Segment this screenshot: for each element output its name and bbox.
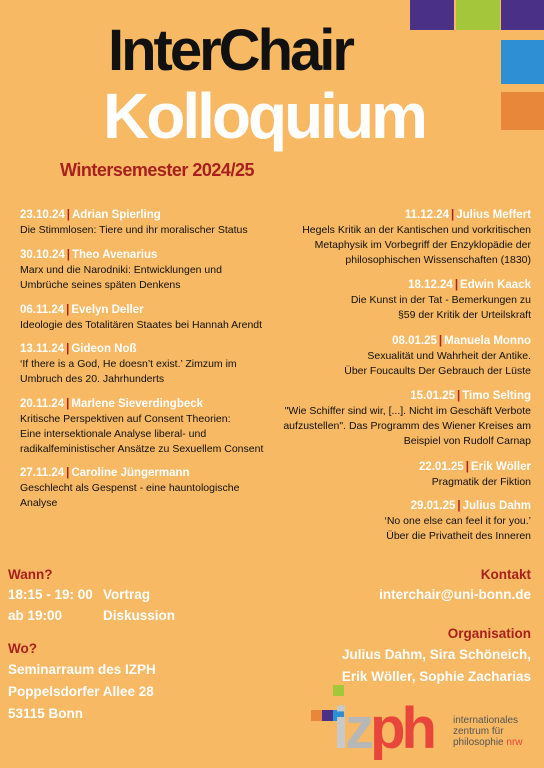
logo-purple-square	[322, 710, 333, 721]
green-square	[456, 0, 500, 30]
event-date: 11.12.24	[404, 209, 450, 221]
label-talk: Vortrag	[103, 587, 151, 602]
event-topic: Sexualität und Wahrheit der Antike.	[367, 350, 531, 362]
event-date: 22.01.25	[418, 461, 464, 473]
time-discussion: ab 19:00	[8, 608, 63, 623]
event-item: 06.11.24 | Evelyn Deller Ideologie des Totalitären Staates bei Hannah Arendt	[20, 303, 290, 333]
event-item: 30.10.24 | Theo Avenarius Marx und die Narodniki: Entwicklungen und Umbrüche seines späten Denkens	[20, 248, 290, 293]
event-topic: Die Kunst in der Tat - Bemerkungen zu	[350, 294, 531, 306]
event-item: 18.12.24 | Edwin Kaack Die Kunst in der Tat - Bemerkungen zu §59 der Kritik der Urteilskraft	[231, 278, 531, 323]
event-topic: ‘No one else can feel it for you.’	[384, 515, 531, 527]
event-topic: Marx und die Narodniki: Entwicklungen und	[20, 264, 222, 276]
event-date: 27.11.24	[20, 467, 65, 479]
event-topic: philosophischen Wissenschaften (1830)	[345, 254, 531, 266]
event-speaker: Gideon Noß	[71, 343, 137, 355]
event-speaker: Theo Avenarius	[71, 249, 158, 261]
contact-heading: Kontakt	[480, 567, 531, 582]
event-speaker: Adrian Spierling	[71, 209, 161, 221]
event-topic: §59 der Kritik der Urteilskraft	[397, 309, 531, 321]
event-topic: Eine intersektionale Analyse liberal- und	[20, 428, 207, 440]
organisation-heading: Organisation	[447, 626, 531, 641]
event-speaker: Erik Wöller	[470, 461, 531, 473]
event-speaker: Caroline Jüngermann	[71, 467, 190, 479]
event-topic: Hegels Kritik an der Kantischen und vorkritischen	[302, 224, 531, 236]
event-topic: Pragmatik der Fiktion	[431, 476, 531, 488]
event-topic: Umbruch des 20. Jahrhunderts	[20, 373, 165, 385]
event-topic: Metaphysik im Vorbegriff der Enzyklopädie der	[314, 239, 531, 251]
event-date: 18.12.24	[408, 279, 453, 291]
event-speaker: Edwin Kaack	[460, 279, 531, 291]
event-speaker: Marlene Sieverdingbeck	[71, 398, 204, 410]
event-item: 27.11.24 | Caroline Jüngermann Geschlecht als Gespenst - eine hauntologische Analyse	[20, 466, 290, 511]
event-topic: Beispiel von Rudolf Carnap	[403, 435, 531, 447]
event-item: 11.12.24 | Julius Meffert Hegels Kritik an der Kantischen und vorkritischen Metaphysik im Vorbegriff der Enzyklopädie der philosophischen Wissenschaften (1830)	[231, 208, 531, 268]
where-line: 53115 Bonn	[8, 706, 84, 721]
logo-caption-line: philosophie	[453, 737, 504, 748]
event-item: 29.01.25 | Julius Dahm ‘No one else can feel it for you.’ Über die Privatheit des Inneren	[231, 499, 531, 544]
semester-label: Wintersemester 2024/25	[60, 160, 254, 180]
event-item: 15.01.25 | Timo Selting "Wie Schiffer sind wir, [...]. Nicht im Geschäft Verbote aufzustellen". Das Programm des Wiener Kreises am Beispiel von Rudolf Carnap	[231, 389, 531, 449]
event-topic: ‘If there is a God, He doesn’t exist.’ Zimzum im	[20, 358, 237, 370]
purple-square	[410, 0, 454, 30]
event-topic: Die Stimmlosen: Tiere und ihr moralischer Status	[20, 224, 248, 236]
logo-caption	[453, 715, 523, 748]
orange-square	[501, 92, 544, 130]
event-topic: Analyse	[20, 497, 58, 509]
event-speaker: Manuela Monno	[444, 335, 531, 347]
event-date: 29.01.25	[410, 500, 456, 512]
organisation-line: Erik Wöller, Sophie Zacharias	[341, 669, 531, 684]
event-speaker: Evelyn Deller	[71, 304, 144, 316]
logo-orange-square	[311, 710, 322, 721]
event-topic: Ideologie des Totalitären Staates bei Hannah Arendt	[20, 319, 263, 331]
event-date: 08.01.25	[392, 335, 437, 347]
event-speaker: Timo Selting	[462, 390, 531, 402]
event-item: 13.11.24 | Gideon Noß ‘If there is a God, He doesn’t exist.’ Zimzum im Umbruch des 20. Jahrhunderts	[20, 342, 290, 387]
organisation-line: Julius Dahm, Sira Schöneich,	[341, 647, 531, 662]
blue-square	[501, 40, 544, 84]
title-line-2: Kolloquium	[103, 80, 425, 152]
logo-green-square	[333, 685, 344, 696]
event-topic: Über Foucaults Der Gebrauch der Lüste	[344, 365, 531, 377]
title-line-1: InterChair	[108, 18, 352, 83]
contact-email[interactable]: interchair@uni-bonn.de	[379, 587, 531, 602]
event-date: 20.11.24	[20, 398, 65, 410]
time-talk: 18:15 - 19: 00	[8, 587, 93, 602]
event-topic: Umbrüche seines späten Denkens	[20, 279, 181, 291]
logo-letter-z: z	[345, 696, 371, 761]
event-topic: aufzustellen". Das Programm des Wiener Kreises am	[283, 420, 531, 432]
event-date: 15.01.25	[410, 390, 455, 402]
event-item: 08.01.25 | Manuela Monno Sexualität und Wahrheit der Antike. Über Foucaults Der Gebrauch der Lüste	[231, 334, 531, 379]
event-item: 23.10.24 | Adrian Spierling Die Stimmlosen: Tiere und ihr moralischer Status	[20, 208, 290, 238]
where-heading: Wo?	[8, 641, 37, 656]
event-topic: "Wie Schiffer sind wir, [...]. Nicht im Geschäft Verbote	[284, 405, 531, 417]
event-item: 20.11.24 | Marlene Sieverdingbeck Kritische Perspektiven auf Consent Theorien: Eine intersektionale Analyse liberal- und radikalfeministischer Ansätze zu Sexuellem Consent	[20, 397, 290, 457]
event-topic: Kritische Perspektiven auf Consent Theorien:	[20, 413, 231, 425]
event-date: 06.11.24	[20, 304, 65, 316]
event-date: 30.10.24	[20, 249, 65, 261]
event-topic: Geschlecht als Gespenst - eine hauntologische	[20, 482, 240, 494]
where-line: Poppelsdorfer Allee 28	[8, 684, 154, 699]
logo-caption-line: internationales	[453, 715, 519, 726]
event-topic: Über die Privatheit des Inneren	[386, 530, 531, 542]
event-topic: radikalfeministischer Ansätze zu Sexuellem Consent	[20, 443, 264, 455]
event-speaker: Julius Dahm	[462, 500, 531, 512]
event-speaker: Julius Meffert	[456, 209, 531, 221]
where-line: Seminarraum des IZPH	[8, 662, 156, 677]
event-date: 23.10.24	[20, 209, 65, 221]
event-date: 13.11.24	[20, 343, 65, 355]
logo-wordmark	[333, 696, 433, 761]
logo-caption-line: zentrum für	[453, 726, 504, 737]
logo-letters-ph: ph	[370, 696, 433, 761]
purple-square	[501, 0, 544, 30]
logo-nrw: nrw	[506, 737, 523, 748]
when-heading: Wann?	[8, 567, 53, 582]
event-item: 22.01.25 | Erik Wöller Pragmatik der Fiktion	[231, 460, 531, 490]
label-discussion: Diskussion	[103, 608, 176, 623]
logo-letter-i: i	[333, 696, 346, 761]
